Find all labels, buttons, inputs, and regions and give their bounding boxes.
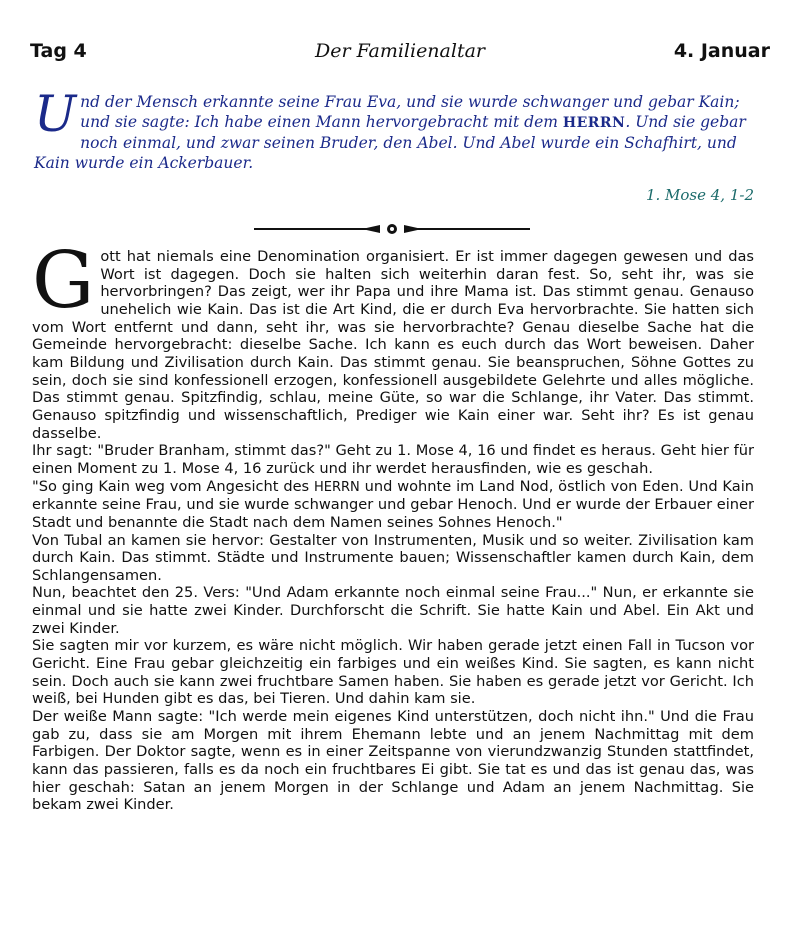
scripture-initial: U [34, 85, 77, 143]
paragraph-text: und wohnte im Land Nod, östlich von Eden. Und Kain erkannte seine Frau, und sie wurde schwanger und gebar Henoch. Und er wurde der Erbauer einer Stadt und benannte die Stadt nach dem Namen seines Sohnes Henoch." [32, 477, 754, 531]
scripture-herrn: HERRN [562, 115, 626, 131]
scripture-text-part1: nd der Mensch erkannte seine Frau Eva, und sie wurde schwanger und gebar Kain; und sie sagte: Ich habe einen Mann hervorgebracht mit dem [80, 93, 740, 131]
paragraph: Von Tubal an kamen sie hervor: Gestalter von Instrumenten, Musik und so weiter. Zivilisation kam durch Kain. Das stimmt. Städte und Instrumente bauen; Wissenschaftler kamen durch Kain, dem Schlangensamen. [32, 531, 754, 584]
sermon-text [32, 236, 754, 814]
paragraph: Nun, beachtet den 25. Vers: "Und Adam erkannte noch einmal seine Frau..." Nun, er erkannte sie einmal und sie hatte zwei Kinder. Durchforscht die Schrift. Sie hatte Kain und Abel. Ein Akt und zwei Kinder. [32, 584, 754, 637]
date-label: 4. Januar [673, 40, 770, 62]
scripture-quote [34, 85, 758, 173]
herrn-smallcaps: HERRN [314, 479, 360, 495]
ornament-divider [254, 217, 530, 241]
paragraph [32, 478, 754, 532]
book-title: Der Familienaltar [315, 40, 485, 62]
paragraph-text: ott hat niemals eine Denomination organisiert. Er ist immer dagegen gewesen und das Wort ist dagegen. Doch sie halten sich weiterhin daran fest. So, seht ihr, was sie hervorbringen? Das zeigt, wer ihr Papa und ihre Mama ist. Das stimmt genau. Genauso unehelich wie Kain. Das ist die Art Kind, die er durch Eva hervorbrachte. Sie hatten sich vom Wort entfernt und dann, seht ihr, was sie hervorbrachte? Genau dieselbe Sache hat die Gemeinde hervorgebracht: dieselbe Sache. Ich kann es euch durch das Wort beweisen. Daher kam Bildung und Zivilisation durch Kain. Das stimmt genau. Sie beanspruchen, Söhne Gottes zu sein, doch sie sind konfessionell erzogen, konfessionell ausgebildete Gelehrte und alles mögliche. Das stimmt genau. Spitzfindig, schlau, meine Güte, so war die Schlange, ihr Vater. Das stimmt. Genauso spitzfindig und wissenschaftlich, Prediger wie Kain einer war. Seht ihr? Es ist genau dasselbe. [32, 248, 754, 442]
paragraph: Ihr sagt: "Bruder Branham, stimmt das?" Geht zu 1. Mose 4, 16 und findet es heraus. Geht hier für einen Moment zu 1. Mose 4, 16 zurück und ihr werdet herausfinden, wie es geschah. [32, 442, 754, 477]
day-label: Tag 4 [30, 40, 87, 62]
scripture-reference: 1. Mose 4, 1-2 [645, 186, 754, 204]
scripture-text-part2: . Und sie gebar noch einmal, und zwar seinen Bruder, den Abel. Und Abel wurde ein Schafhirt, und Kain wurde ein Ackerbauer. [34, 113, 746, 172]
paragraph: Der weiße Mann sagte: "Ich werde mein eigenes Kind unterstützen, doch nicht ihn." Und die Frau gab zu, dass sie am Morgen mit ihrem Ehemann lebte und an jenem Nachmittag mit dem Farbigen. Der Doktor sagte, wenn es in einer Zeitspanne von vierundzwanzig Stunden stattfindet, kann das passieren, falls es da noch ein fruchtbares Ei gibt. Sie tat es und das ist genau das, was hier geschah: Satan an jenem Morgen in der Schlange und Adam an jenem Nachmittag. Sie bekam zwei Kinder. [32, 708, 754, 814]
paragraph-text: "So ging Kain weg vom Angesicht des [32, 477, 314, 495]
page-header [30, 40, 770, 74]
paragraph: Sie sagten mir vor kurzem, es wäre nicht möglich. Wir haben gerade jetzt einen Fall in Tucson vor Gericht. Eine Frau gebar gleichzeitig ein farbiges und ein weißes Kind. Sie sagten, es kann nicht sein. Doch auch sie kann zwei fruchtbare Samen haben. Sie haben es gerade jetzt vor Gericht. Ich weiß, bei Hunden gibt es das, bei Tieren. Und dahin kam sie. [32, 637, 754, 708]
paragraph [32, 236, 754, 442]
drop-cap: G [32, 236, 95, 326]
